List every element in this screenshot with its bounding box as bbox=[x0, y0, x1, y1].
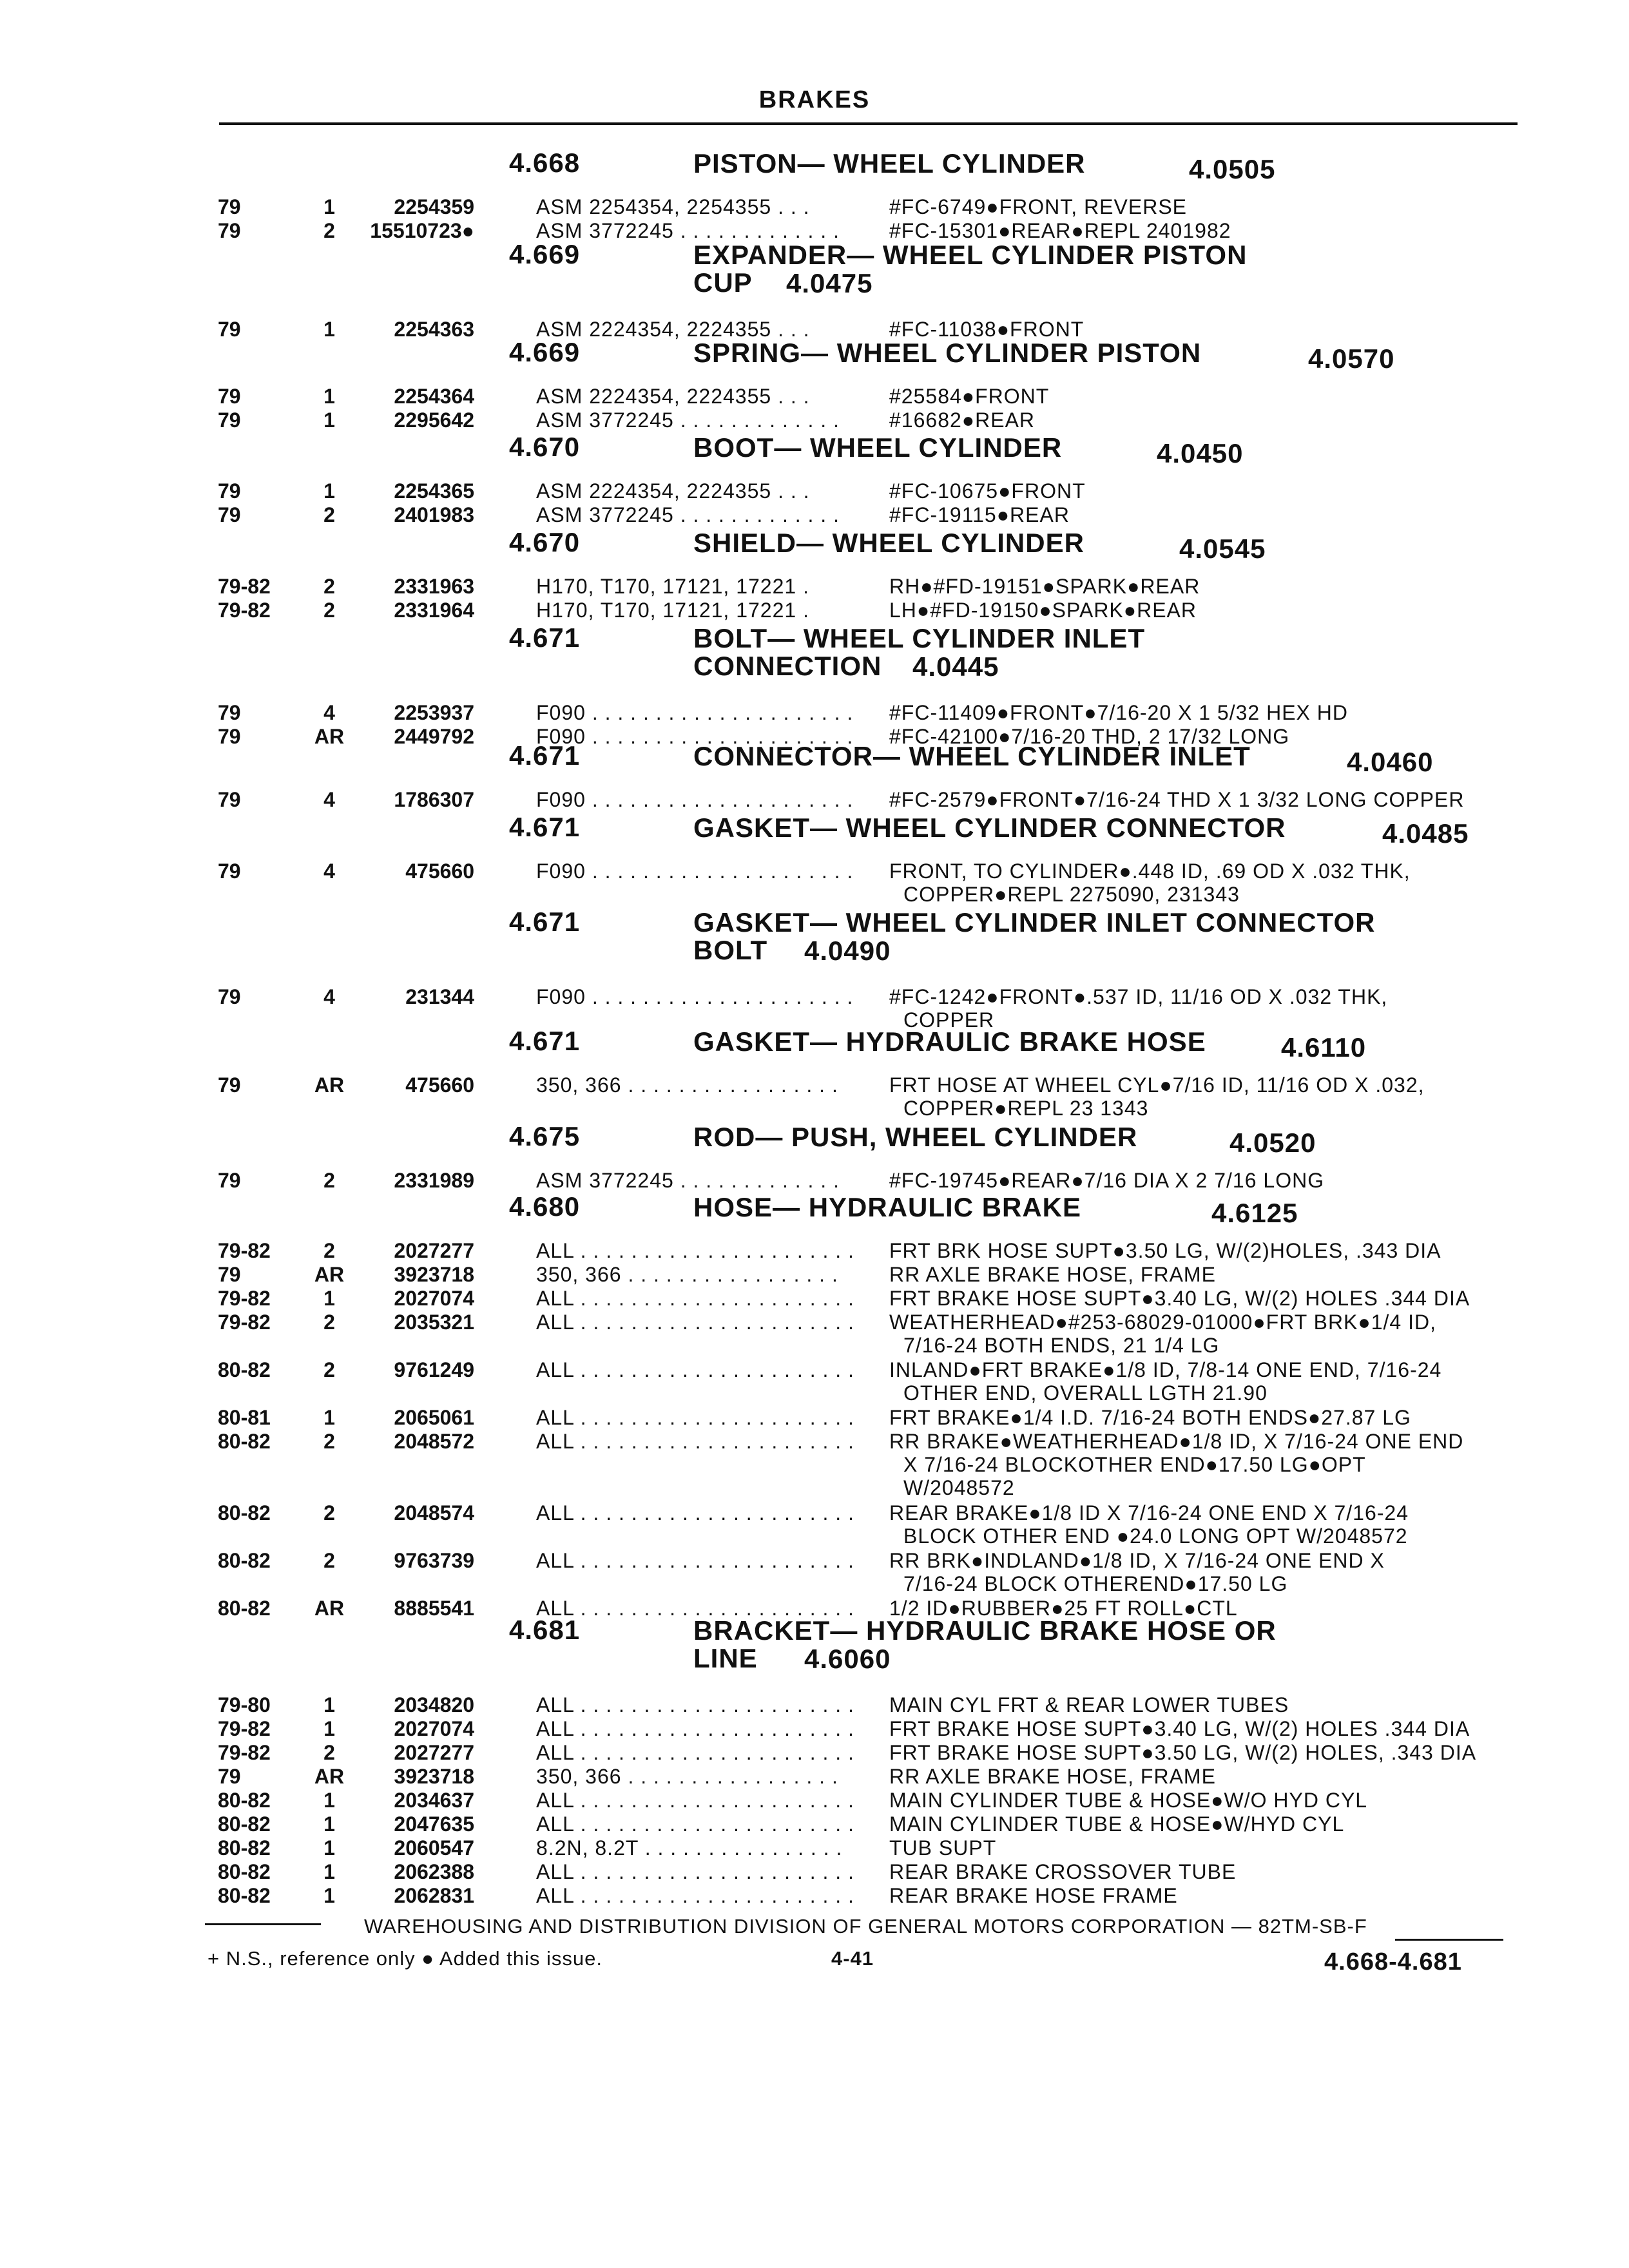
part-number: 2062388 bbox=[394, 1860, 474, 1883]
model-year: 79-82 bbox=[218, 1717, 271, 1740]
description-line: RR BRAKE●WEATHERHEAD●1/8 ID, X 7/16-24 ONE END bbox=[889, 1430, 1464, 1453]
description-line: COPPER●REPL 2275090, 231343 bbox=[903, 883, 1240, 906]
part-description bbox=[889, 860, 1534, 906]
model-usage: ALL . . . . . . . . . . . . . . . . . . . . . . bbox=[536, 1501, 854, 1524]
model-year: 79 bbox=[218, 701, 241, 724]
section-title-line: SPRING— WHEEL CYLINDER PISTON bbox=[693, 338, 1202, 368]
model-year: 79 bbox=[218, 725, 241, 748]
model-usage: ALL . . . . . . . . . . . . . . . . . . . . . . bbox=[536, 1597, 854, 1620]
part-description bbox=[889, 985, 1534, 1032]
section-title-line: GASKET— WHEEL CYLINDER CONNECTOR bbox=[693, 812, 1286, 843]
part-number: 2027277 bbox=[394, 1741, 474, 1764]
description-line: INLAND●FRT BRAKE●1/8 ID, 7/8-14 ONE END, 7/16-24 bbox=[889, 1358, 1442, 1381]
model-usage: 350, 366 . . . . . . . . . . . . . . . . . bbox=[536, 1073, 838, 1097]
model-year: 79 bbox=[218, 479, 241, 503]
part-description bbox=[889, 701, 1534, 724]
description-line: 1/2 ID●RUBBER●25 FT ROLL●CTL bbox=[889, 1597, 1238, 1620]
part-description bbox=[889, 1789, 1534, 1812]
part-description bbox=[889, 1741, 1534, 1764]
page-number: 4-41 bbox=[831, 1947, 874, 1970]
model-usage: ALL . . . . . . . . . . . . . . . . . . . . . . bbox=[536, 1693, 854, 1716]
section-title bbox=[693, 1194, 1081, 1222]
part-description bbox=[889, 1406, 1534, 1429]
model-year: 79-80 bbox=[218, 1693, 271, 1716]
quantity: 1 bbox=[323, 318, 335, 341]
quantity: 1 bbox=[323, 1812, 335, 1836]
quantity: 2 bbox=[323, 1430, 335, 1453]
description-line: #FC-42100●7/16-20 THD, 2 17/32 LONG bbox=[889, 725, 1290, 748]
model-usage: ASM 2224354, 2224355 . . . bbox=[536, 385, 810, 408]
footer-division: WAREHOUSING AND DISTRIBUTION DIVISION OF GENERAL MOTORS CORPORATION — 82TM-SB-F bbox=[364, 1915, 1367, 1937]
section-title-line: BOLT bbox=[693, 934, 768, 965]
group-code: 4.0545 bbox=[1179, 533, 1266, 564]
model-usage: F090 . . . . . . . . . . . . . . . . . . . . . bbox=[536, 725, 854, 748]
part-number: 2331989 bbox=[394, 1169, 474, 1192]
description-line: RR AXLE BRAKE HOSE, FRAME bbox=[889, 1765, 1216, 1788]
model-year: 79 bbox=[218, 1263, 241, 1286]
section-number: 4.671 bbox=[509, 812, 581, 842]
section-title bbox=[693, 743, 1251, 771]
section-number: 4.670 bbox=[509, 432, 581, 462]
section-title-line: SHIELD— WHEEL CYLINDER bbox=[693, 528, 1084, 558]
description-line: 7/16-24 BLOCK OTHEREND●17.50 LG bbox=[903, 1572, 1288, 1595]
model-usage: ALL . . . . . . . . . . . . . . . . . . . . . . bbox=[536, 1549, 854, 1572]
part-description bbox=[889, 1860, 1534, 1883]
part-number: 2048574 bbox=[394, 1501, 474, 1524]
section-number: 4.671 bbox=[509, 622, 581, 653]
model-year: 79 bbox=[218, 318, 241, 341]
description-line: #FC-15301●REAR●REPL 2401982 bbox=[889, 219, 1231, 242]
section-title-line: ROD— PUSH, WHEEL CYLINDER bbox=[693, 1122, 1138, 1152]
quantity: 1 bbox=[323, 1884, 335, 1907]
model-year: 79 bbox=[218, 408, 241, 432]
part-description bbox=[889, 1287, 1534, 1310]
description-line: FRT BRK HOSE SUPT●3.50 LG, W/(2)HOLES, .343 DIA bbox=[889, 1239, 1441, 1262]
quantity: AR bbox=[314, 1765, 345, 1788]
description-line: FRT BRAKE HOSE SUPT●3.40 LG, W/(2) HOLES .344 DIA bbox=[889, 1717, 1470, 1740]
part-description bbox=[889, 1812, 1534, 1836]
model-usage: ALL . . . . . . . . . . . . . . . . . . . . . . bbox=[536, 1789, 854, 1812]
quantity: 4 bbox=[323, 788, 335, 811]
group-code: 4.6125 bbox=[1211, 1198, 1298, 1228]
description-line: WEATHERHEAD●#253-68029-01000●FRT BRK●1/4 ID, bbox=[889, 1311, 1436, 1334]
quantity: 2 bbox=[323, 575, 335, 598]
group-code: 4.0445 bbox=[912, 651, 999, 682]
part-number: 2401983 bbox=[394, 503, 474, 526]
section-number: 4.670 bbox=[509, 527, 581, 557]
part-number: 2331964 bbox=[394, 599, 474, 622]
section-title-line: EXPANDER— WHEEL CYLINDER PISTON bbox=[693, 240, 1248, 270]
model-usage: F090 . . . . . . . . . . . . . . . . . . . . . bbox=[536, 788, 854, 811]
model-year: 79 bbox=[218, 503, 241, 526]
part-number: 2295642 bbox=[394, 408, 474, 432]
section-title-line: BRACKET— HYDRAULIC BRAKE HOSE OR bbox=[693, 1615, 1277, 1646]
model-usage: F090 . . . . . . . . . . . . . . . . . . . . . bbox=[536, 860, 854, 883]
quantity: 2 bbox=[323, 1741, 335, 1764]
part-description bbox=[889, 408, 1534, 432]
description-line: 7/16-24 BOTH ENDS, 21 1/4 LG bbox=[903, 1334, 1220, 1357]
part-description bbox=[889, 1263, 1534, 1286]
part-number: 9763739 bbox=[394, 1549, 474, 1572]
model-usage: F090 . . . . . . . . . . . . . . . . . . . . . bbox=[536, 701, 854, 724]
part-description bbox=[889, 1717, 1534, 1740]
page-title: BRAKES bbox=[758, 86, 871, 113]
part-description bbox=[889, 195, 1534, 218]
quantity: AR bbox=[314, 725, 345, 748]
model-year: 80-82 bbox=[218, 1597, 271, 1620]
part-description bbox=[889, 575, 1534, 598]
section-title bbox=[693, 814, 1286, 842]
model-year: 79-82 bbox=[218, 1311, 271, 1334]
section-title-line: BOOT— WHEEL CYLINDER bbox=[693, 432, 1063, 463]
description-line: FRT BRAKE●1/4 I.D. 7/16-24 BOTH ENDS●27.87 LG bbox=[889, 1406, 1411, 1429]
section-number: 4.671 bbox=[509, 1026, 581, 1056]
description-line: #FC-10675●FRONT bbox=[889, 479, 1086, 503]
model-year: 79 bbox=[218, 1169, 241, 1192]
model-year: 79-82 bbox=[218, 575, 271, 598]
part-description bbox=[889, 1169, 1534, 1192]
section-title-line: BOLT— WHEEL CYLINDER INLET bbox=[693, 623, 1146, 653]
model-year: 80-82 bbox=[218, 1549, 271, 1572]
description-line: X 7/16-24 BLOCKOTHER END●17.50 LG●OPT bbox=[903, 1453, 1366, 1476]
model-usage: ALL . . . . . . . . . . . . . . . . . . . . . . bbox=[536, 1812, 854, 1836]
section-title-line: GASKET— HYDRAULIC BRAKE HOSE bbox=[693, 1026, 1206, 1057]
section-title bbox=[693, 150, 1086, 178]
quantity: 1 bbox=[323, 1406, 335, 1429]
part-number: 475660 bbox=[405, 1073, 474, 1097]
description-line: #FC-11038●FRONT bbox=[889, 318, 1084, 341]
description-line: FRONT, TO CYLINDER●.448 ID, .69 OD X .032 THK, bbox=[889, 860, 1411, 883]
description-line: FRT BRAKE HOSE SUPT●3.50 LG, W/(2) HOLES, .343 DIA bbox=[889, 1741, 1477, 1764]
section-title bbox=[693, 242, 1247, 297]
model-year: 79-82 bbox=[218, 1741, 271, 1764]
model-usage: ALL . . . . . . . . . . . . . . . . . . . . . . bbox=[536, 1884, 854, 1907]
model-usage: H170, T170, 17121, 17221 . bbox=[536, 599, 809, 622]
section-title bbox=[693, 1124, 1137, 1151]
part-number: 8885541 bbox=[394, 1597, 474, 1620]
part-description bbox=[889, 1239, 1534, 1262]
part-number: 2027277 bbox=[394, 1239, 474, 1262]
part-number: 475660 bbox=[405, 860, 474, 883]
model-year: 79 bbox=[218, 1765, 241, 1788]
part-number: 2254365 bbox=[394, 479, 474, 503]
model-year: 79 bbox=[218, 788, 241, 811]
group-code: 4.0490 bbox=[804, 936, 891, 966]
part-number: 2331963 bbox=[394, 575, 474, 598]
part-description bbox=[889, 385, 1534, 408]
quantity: 1 bbox=[323, 385, 335, 408]
part-description bbox=[889, 1430, 1534, 1499]
part-number: 3923718 bbox=[394, 1765, 474, 1788]
part-description bbox=[889, 1073, 1534, 1120]
model-year: 79 bbox=[218, 385, 241, 408]
model-year: 79 bbox=[218, 219, 241, 242]
quantity: 1 bbox=[323, 1717, 335, 1740]
description-line: MAIN CYL FRT & REAR LOWER TUBES bbox=[889, 1693, 1289, 1716]
quantity: 4 bbox=[323, 985, 335, 1008]
description-line: REAR BRAKE●1/8 ID X 7/16-24 ONE END X 7/16-24 bbox=[889, 1501, 1409, 1524]
part-number: 2254363 bbox=[394, 318, 474, 341]
section-number: 4.668 bbox=[509, 148, 581, 178]
quantity: 2 bbox=[323, 1358, 335, 1381]
footer-rule-left bbox=[205, 1923, 321, 1925]
description-line: RR BRK●INDLAND●1/8 ID, X 7/16-24 ONE END X bbox=[889, 1549, 1385, 1572]
header-rule bbox=[219, 122, 1518, 125]
model-year: 80-82 bbox=[218, 1884, 271, 1907]
description-line: REAR BRAKE CROSSOVER TUBE bbox=[889, 1860, 1237, 1883]
description-line: #FC-19115●REAR bbox=[889, 503, 1070, 526]
model-year: 79-82 bbox=[218, 1287, 271, 1310]
description-line: BLOCK OTHER END ●24.0 LONG OPT W/2048572 bbox=[903, 1524, 1408, 1548]
description-line: #25584●FRONT bbox=[889, 385, 1050, 408]
part-number: 2253937 bbox=[394, 701, 474, 724]
section-title-line: CONNECTOR— WHEEL CYLINDER INLET bbox=[693, 741, 1251, 771]
part-number: 2254359 bbox=[394, 195, 474, 218]
quantity: 2 bbox=[323, 1311, 335, 1334]
model-year: 79 bbox=[218, 985, 241, 1008]
model-usage: ALL . . . . . . . . . . . . . . . . . . . . . . bbox=[536, 1717, 854, 1740]
part-description bbox=[889, 599, 1534, 622]
model-usage: ASM 2224354, 2224355 . . . bbox=[536, 479, 810, 503]
part-number: 2062831 bbox=[394, 1884, 474, 1907]
quantity: 4 bbox=[323, 701, 335, 724]
description-line: MAIN CYLINDER TUBE & HOSE●W/HYD CYL bbox=[889, 1812, 1345, 1836]
model-year: 80-82 bbox=[218, 1812, 271, 1836]
model-usage: F090 . . . . . . . . . . . . . . . . . . . . . bbox=[536, 985, 854, 1008]
section-title bbox=[693, 909, 1376, 965]
quantity: AR bbox=[314, 1073, 345, 1097]
quantity: 2 bbox=[323, 1501, 335, 1524]
quantity: 1 bbox=[323, 1860, 335, 1883]
description-line: COPPER●REPL 23 1343 bbox=[903, 1097, 1149, 1120]
description-line: #FC-6749●FRONT, REVERSE bbox=[889, 195, 1187, 218]
model-usage: ALL . . . . . . . . . . . . . . . . . . . . . . bbox=[536, 1287, 854, 1310]
description-line: FRT BRAKE HOSE SUPT●3.40 LG, W/(2) HOLES .344 DIA bbox=[889, 1287, 1470, 1310]
part-description bbox=[889, 1358, 1534, 1405]
model-usage: 350, 366 . . . . . . . . . . . . . . . . . bbox=[536, 1263, 838, 1286]
part-description bbox=[889, 1501, 1534, 1548]
group-code: 4.0450 bbox=[1157, 438, 1244, 468]
description-line: OTHER END, OVERALL LGTH 21.90 bbox=[903, 1381, 1268, 1405]
model-year: 79-82 bbox=[218, 599, 271, 622]
section-number: 4.669 bbox=[509, 239, 581, 269]
model-year: 80-82 bbox=[218, 1836, 271, 1860]
description-line: RR AXLE BRAKE HOSE, FRAME bbox=[889, 1263, 1216, 1286]
description-line: RH●#FD-19151●SPARK●REAR bbox=[889, 575, 1200, 598]
quantity: 2 bbox=[323, 1549, 335, 1572]
part-number: 3923718 bbox=[394, 1263, 474, 1286]
quantity: 1 bbox=[323, 1693, 335, 1716]
model-year: 80-82 bbox=[218, 1358, 271, 1381]
model-usage: ALL . . . . . . . . . . . . . . . . . . . . . . bbox=[536, 1430, 854, 1453]
quantity: 2 bbox=[323, 599, 335, 622]
model-usage: ASM 3772245 . . . . . . . . . . . . . bbox=[536, 219, 840, 242]
model-year: 80-82 bbox=[218, 1860, 271, 1883]
part-description bbox=[889, 503, 1534, 526]
quantity: 2 bbox=[323, 1239, 335, 1262]
quantity: 2 bbox=[323, 219, 335, 242]
part-description bbox=[889, 479, 1534, 503]
section-number: 4.675 bbox=[509, 1121, 581, 1151]
section-title-line: HOSE— HYDRAULIC BRAKE bbox=[693, 1192, 1082, 1222]
section-number: 4.669 bbox=[509, 337, 581, 367]
section-title bbox=[693, 530, 1084, 557]
model-usage: ASM 3772245 . . . . . . . . . . . . . bbox=[536, 1169, 840, 1192]
part-number: 15510723● bbox=[370, 219, 474, 242]
footer-rule-right bbox=[1395, 1939, 1503, 1941]
section-title bbox=[693, 1028, 1206, 1056]
quantity: 1 bbox=[323, 1836, 335, 1860]
quantity: 1 bbox=[323, 1789, 335, 1812]
part-number: 9761249 bbox=[394, 1358, 474, 1381]
part-description bbox=[889, 1836, 1534, 1860]
part-description bbox=[889, 1693, 1534, 1716]
section-number: 4.671 bbox=[509, 740, 581, 771]
part-description bbox=[889, 1765, 1534, 1788]
part-description bbox=[889, 788, 1534, 811]
section-title-line: CUP bbox=[693, 267, 753, 298]
model-year: 80-82 bbox=[218, 1501, 271, 1524]
model-usage: 350, 366 . . . . . . . . . . . . . . . . . bbox=[536, 1765, 838, 1788]
description-line: MAIN CYLINDER TUBE & HOSE●W/O HYD CYL bbox=[889, 1789, 1368, 1812]
part-number: 2034820 bbox=[394, 1693, 474, 1716]
quantity: 2 bbox=[323, 1169, 335, 1192]
model-usage: ASM 2224354, 2224355 . . . bbox=[536, 318, 810, 341]
part-description bbox=[889, 1311, 1534, 1357]
quantity: 4 bbox=[323, 860, 335, 883]
section-title-line: GASKET— WHEEL CYLINDER INLET CONNECTOR bbox=[693, 907, 1376, 937]
part-number: 2449792 bbox=[394, 725, 474, 748]
group-code: 4.0460 bbox=[1347, 747, 1434, 777]
part-number: 231344 bbox=[405, 985, 474, 1008]
model-year: 79-82 bbox=[218, 1239, 271, 1262]
quantity: AR bbox=[314, 1597, 345, 1620]
section-number: 4.681 bbox=[509, 1615, 581, 1645]
quantity: 1 bbox=[323, 195, 335, 218]
description-line: #FC-11409●FRONT●7/16-20 X 1 5/32 HEX HD bbox=[889, 701, 1348, 724]
footer-range: 4.668-4.681 bbox=[1324, 1948, 1462, 1975]
description-line: LH●#FD-19150●SPARK●REAR bbox=[889, 599, 1197, 622]
part-number: 2048572 bbox=[394, 1430, 474, 1453]
part-number: 2034637 bbox=[394, 1789, 474, 1812]
description-line: W/2048572 bbox=[903, 1476, 1015, 1499]
footer-note: + N.S., reference only ● Added this issue. bbox=[207, 1947, 603, 1970]
model-usage: ASM 3772245 . . . . . . . . . . . . . bbox=[536, 408, 840, 432]
quantity: 1 bbox=[323, 1287, 335, 1310]
part-number: 2065061 bbox=[394, 1406, 474, 1429]
model-year: 79 bbox=[218, 860, 241, 883]
section-title-line: CONNECTION bbox=[693, 650, 882, 681]
section-title-line: PISTON— WHEEL CYLINDER bbox=[693, 148, 1086, 178]
model-year: 79 bbox=[218, 195, 241, 218]
part-number: 2027074 bbox=[394, 1717, 474, 1740]
part-number: 2035321 bbox=[394, 1311, 474, 1334]
description-line: COPPER bbox=[903, 1008, 995, 1032]
section-title bbox=[693, 1617, 1277, 1673]
description-line: REAR BRAKE HOSE FRAME bbox=[889, 1884, 1178, 1907]
model-usage: ASM 3772245 . . . . . . . . . . . . . bbox=[536, 503, 840, 526]
model-usage: ALL . . . . . . . . . . . . . . . . . . . . . . bbox=[536, 1741, 854, 1764]
quantity: 2 bbox=[323, 503, 335, 526]
description-line: #FC-2579●FRONT●7/16-24 THD X 1 3/32 LONG COPPER bbox=[889, 788, 1465, 811]
section-title-line: LINE bbox=[693, 1642, 758, 1673]
description-line: #FC-1242●FRONT●.537 ID, 11/16 OD X .032 THK, bbox=[889, 985, 1388, 1008]
group-code: 4.0520 bbox=[1229, 1128, 1316, 1158]
part-description bbox=[889, 1884, 1534, 1907]
part-description bbox=[889, 219, 1534, 242]
model-year: 79 bbox=[218, 1073, 241, 1097]
group-code: 4.0475 bbox=[786, 268, 873, 298]
section-number: 4.671 bbox=[509, 907, 581, 937]
description-line: #FC-19745●REAR●7/16 DIA X 2 7/16 LONG bbox=[889, 1169, 1325, 1192]
description-line: FRT HOSE AT WHEEL CYL●7/16 ID, 11/16 OD X .032, bbox=[889, 1073, 1425, 1097]
part-number: 2060547 bbox=[394, 1836, 474, 1860]
part-number: 2047635 bbox=[394, 1812, 474, 1836]
model-usage: ALL . . . . . . . . . . . . . . . . . . . . . . bbox=[536, 1311, 854, 1334]
part-description bbox=[889, 1549, 1534, 1595]
part-number: 1786307 bbox=[394, 788, 474, 811]
model-usage: ALL . . . . . . . . . . . . . . . . . . . . . . bbox=[536, 1406, 854, 1429]
group-code: 4.6060 bbox=[804, 1644, 891, 1674]
model-usage: ALL . . . . . . . . . . . . . . . . . . . . . . bbox=[536, 1860, 854, 1883]
section-title bbox=[693, 434, 1062, 462]
description-line: TUB SUPT bbox=[889, 1836, 997, 1860]
model-year: 80-81 bbox=[218, 1406, 271, 1429]
section-title bbox=[693, 340, 1201, 367]
part-number: 2254364 bbox=[394, 385, 474, 408]
group-code: 4.0570 bbox=[1308, 343, 1395, 374]
quantity: 1 bbox=[323, 408, 335, 432]
model-year: 80-82 bbox=[218, 1789, 271, 1812]
group-code: 4.0505 bbox=[1189, 154, 1276, 184]
description-line: #16682●REAR bbox=[889, 408, 1036, 432]
model-usage: ALL . . . . . . . . . . . . . . . . . . . . . . bbox=[536, 1358, 854, 1381]
group-code: 4.0485 bbox=[1382, 818, 1469, 849]
quantity: AR bbox=[314, 1263, 345, 1286]
model-usage: ASM 2254354, 2254355 . . . bbox=[536, 195, 810, 218]
model-usage: ALL . . . . . . . . . . . . . . . . . . . . . . bbox=[536, 1239, 854, 1262]
model-year: 80-82 bbox=[218, 1430, 271, 1453]
part-number: 2027074 bbox=[394, 1287, 474, 1310]
quantity: 1 bbox=[323, 479, 335, 503]
model-usage: H170, T170, 17121, 17221 . bbox=[536, 575, 809, 598]
model-usage: 8.2N, 8.2T . . . . . . . . . . . . . . . . bbox=[536, 1836, 843, 1860]
group-code: 4.6110 bbox=[1281, 1032, 1367, 1062]
section-number: 4.680 bbox=[509, 1191, 581, 1222]
